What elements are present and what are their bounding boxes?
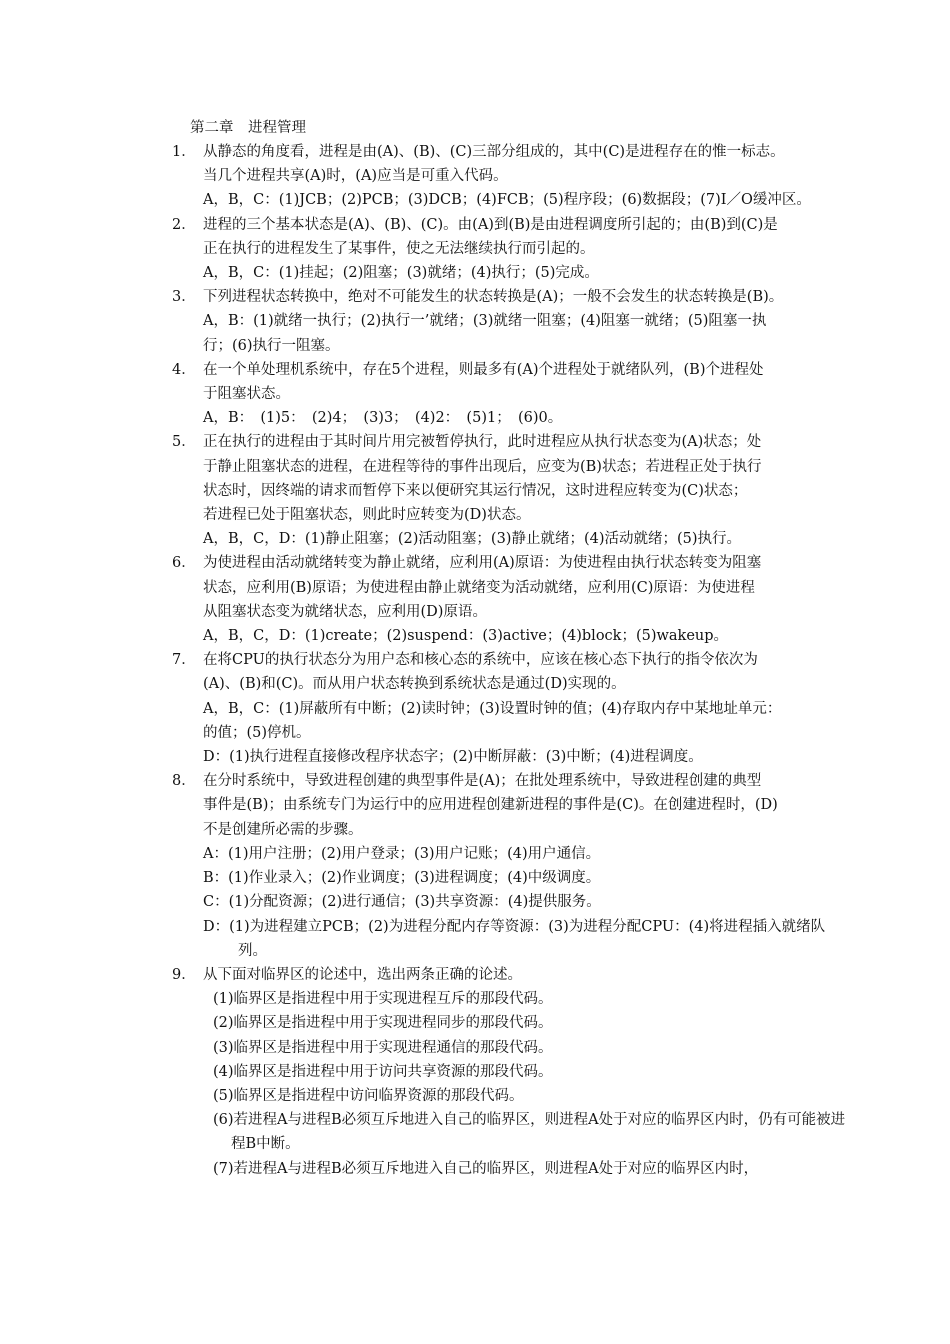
question-text: 状态，应利用(B)原语；为使进程由静止就绪变为活动就绪，应利用(C)原语：为使进程 bbox=[203, 579, 755, 596]
question-text: 从阻塞状态变为就绪状态，应利用(D)原语。 bbox=[203, 603, 487, 620]
question-text: 在将CPU的执行状态分为用户态和核心态的系统中，应该在核心态下执行的指令依次为 bbox=[203, 652, 758, 669]
question-number: 8． bbox=[172, 773, 196, 790]
statement-item: (4)临界区是指进程中用于访问共享资源的那段代码。 bbox=[213, 1063, 553, 1080]
answer-options: D：(1)执行进程直接修改程序状态字；(2)中断屏蔽：(3)中断；(4)进程调度。 bbox=[203, 749, 703, 766]
question-5 bbox=[172, 430, 852, 551]
question-number: 7． bbox=[172, 652, 196, 669]
question-text: 于静止阻塞状态的进程，在进程等待的事件出现后，应变为(B)状态；若进程正处于执行 bbox=[203, 458, 762, 475]
question-3 bbox=[172, 285, 852, 358]
statement-item: (7)若进程A与进程B必须互斥地进入自己的临界区，则进程A处于对应的临界区内时， bbox=[213, 1160, 759, 1177]
question-text: 当几个进程共享(A)时，(A)应当是可重入代码。 bbox=[203, 168, 508, 185]
answer-options: B：(1)作业录入；(2)作业调度；(3)进程调度；(4)中级调度。 bbox=[203, 870, 601, 887]
question-number: 6． bbox=[172, 555, 196, 572]
question-2 bbox=[172, 213, 852, 286]
question-text: 为使进程由活动就绪转变为静止就绪，应利用(A)原语：为使进程由执行状态转变为阻塞 bbox=[203, 555, 762, 572]
question-number: 1． bbox=[172, 144, 196, 160]
statement-item: (3)临界区是指进程中用于实现进程通信的那段代码。 bbox=[213, 1039, 553, 1056]
question-8 bbox=[172, 769, 852, 963]
question-text: 进程的三个基本状态是(A)、(B)、(C)。由(A)到(B)是由进程调度所引起的；由(B)到(C)是 bbox=[203, 216, 778, 233]
statement-item: (2)临界区是指进程中用于实现进程同步的那段代码。 bbox=[213, 1015, 553, 1032]
question-9 bbox=[172, 963, 852, 1181]
question-number: 4． bbox=[172, 361, 196, 378]
question-text: 事件是(B)；由系统专门为运行中的应用进程创建新进程的事件是(C)。在创建进程时，(D) bbox=[203, 797, 778, 814]
question-text: 正在执行的进程由于其时间片用完被暂停执行，此时进程应从执行状态变为(A)状态；处 bbox=[203, 434, 762, 451]
question-text: 下列进程状态转换中，绝对不可能发生的状态转换是(A)；一般不会发生的状态转换是(B)。 bbox=[203, 289, 784, 306]
question-text: 正在执行的进程发生了某事件，使之无法继续执行而引起的。 bbox=[203, 240, 595, 257]
question-text: 状态时，因终端的请求而暂停下来以便研究其运行情况，这时进程应转变为(C)状态； bbox=[203, 482, 748, 499]
question-text: 于阻塞状态。 bbox=[203, 386, 290, 403]
statement-item: (6)若进程A与进程B必须互斥地进入自己的临界区，则进程A处于对应的临界区内时，仍有可能被进程B中断。 bbox=[213, 1112, 846, 1153]
statement-item: (1)临界区是指进程中用于实现进程互斥的那段代码。 bbox=[213, 991, 553, 1008]
question-text: 在一个单处理机系统中，存在5个进程，则最多有(A)个进程处于就绪队列，(B)个进程处 bbox=[203, 361, 764, 378]
statement-item: (5)临界区是指进程中访问临界资源的那段代码。 bbox=[213, 1087, 524, 1104]
question-number: 2． bbox=[172, 216, 196, 233]
question-number: 5． bbox=[172, 434, 196, 451]
question-text: (A)、(B)和(C)。而从用户状态转换到系统状态是通过(D)实现的。 bbox=[203, 676, 626, 693]
question-4 bbox=[172, 358, 852, 431]
question-number: 3． bbox=[172, 289, 196, 306]
answer-options: A：(1)用户注册；(2)用户登录；(3)用户记账；(4)用户通信。 bbox=[203, 845, 601, 862]
answer-options: 行；(6)执行一阻塞。 bbox=[203, 337, 340, 354]
answer-options: A，B，C：(1)挂起；(2)阻塞；(3)就绪；(4)执行；(5)完成。 bbox=[203, 265, 599, 282]
answer-options: 的值；(5)停机。 bbox=[203, 724, 311, 741]
answer-options: C：(1)分配资源；(2)进行通信；(3)共享资源：(4)提供服务。 bbox=[203, 894, 601, 911]
answer-options: A，B： (1)5： (2)4； (3)3； (4)2： (5)1； (6)0。 bbox=[203, 410, 563, 427]
question-text: 在分时系统中，导致进程创建的典型事件是(A)；在批处理系统中，导致进程创建的典型 bbox=[203, 773, 762, 790]
question-text: 从静态的角度看，进程是由(A)、(B)、(C)三部分组成的，其中(C)是进程存在的惟一标志。 bbox=[203, 144, 785, 160]
question-list bbox=[172, 140, 852, 1181]
answer-options: A，B，C：(1)JCB；(2)PCB；(3)DCB；(4)FCB；(5)程序段；(6)数据段；(7)I／O缓冲区。 bbox=[203, 192, 811, 209]
question-text: 若进程已处于阻塞状态，则此时应转变为(D)状态。 bbox=[203, 507, 531, 524]
question-1 bbox=[172, 140, 852, 213]
question-7 bbox=[172, 648, 852, 769]
answer-options: A，B，C，D：(1)create；(2)suspend：(3)active；(4)block；(5)wakeup。 bbox=[203, 628, 729, 645]
answer-options: A，B：(1)就绪一执行；(2)执行一’就绪；(3)就绪一阻塞；(4)阻塞一就绪；(5)阻塞一执 bbox=[203, 313, 767, 330]
question-text: 从下面对临界区的论述中，选出两条正确的论述。 bbox=[203, 966, 522, 983]
answer-options: A，B，C：(1)屏蔽所有中断；(2)读时钟；(3)设置时钟的值；(4)存取内存中某地址单元： bbox=[203, 700, 782, 717]
question-number: 9． bbox=[172, 966, 196, 983]
answer-options: A，B，C，D：(1)静止阻塞；(2)活动阻塞；(3)静止就绪；(4)活动就绪；(5)执行。 bbox=[203, 531, 742, 548]
chapter-title: 第二章 进程管理 bbox=[190, 120, 306, 136]
question-text: 不是创建所必需的步骤。 bbox=[203, 821, 363, 838]
answer-options: D：(1)为进程建立PCB；(2)为进程分配内存等资源：(3)为进程分配CPU：(4)将进程插入就绪队列。 bbox=[203, 918, 826, 959]
question-6 bbox=[172, 551, 852, 648]
